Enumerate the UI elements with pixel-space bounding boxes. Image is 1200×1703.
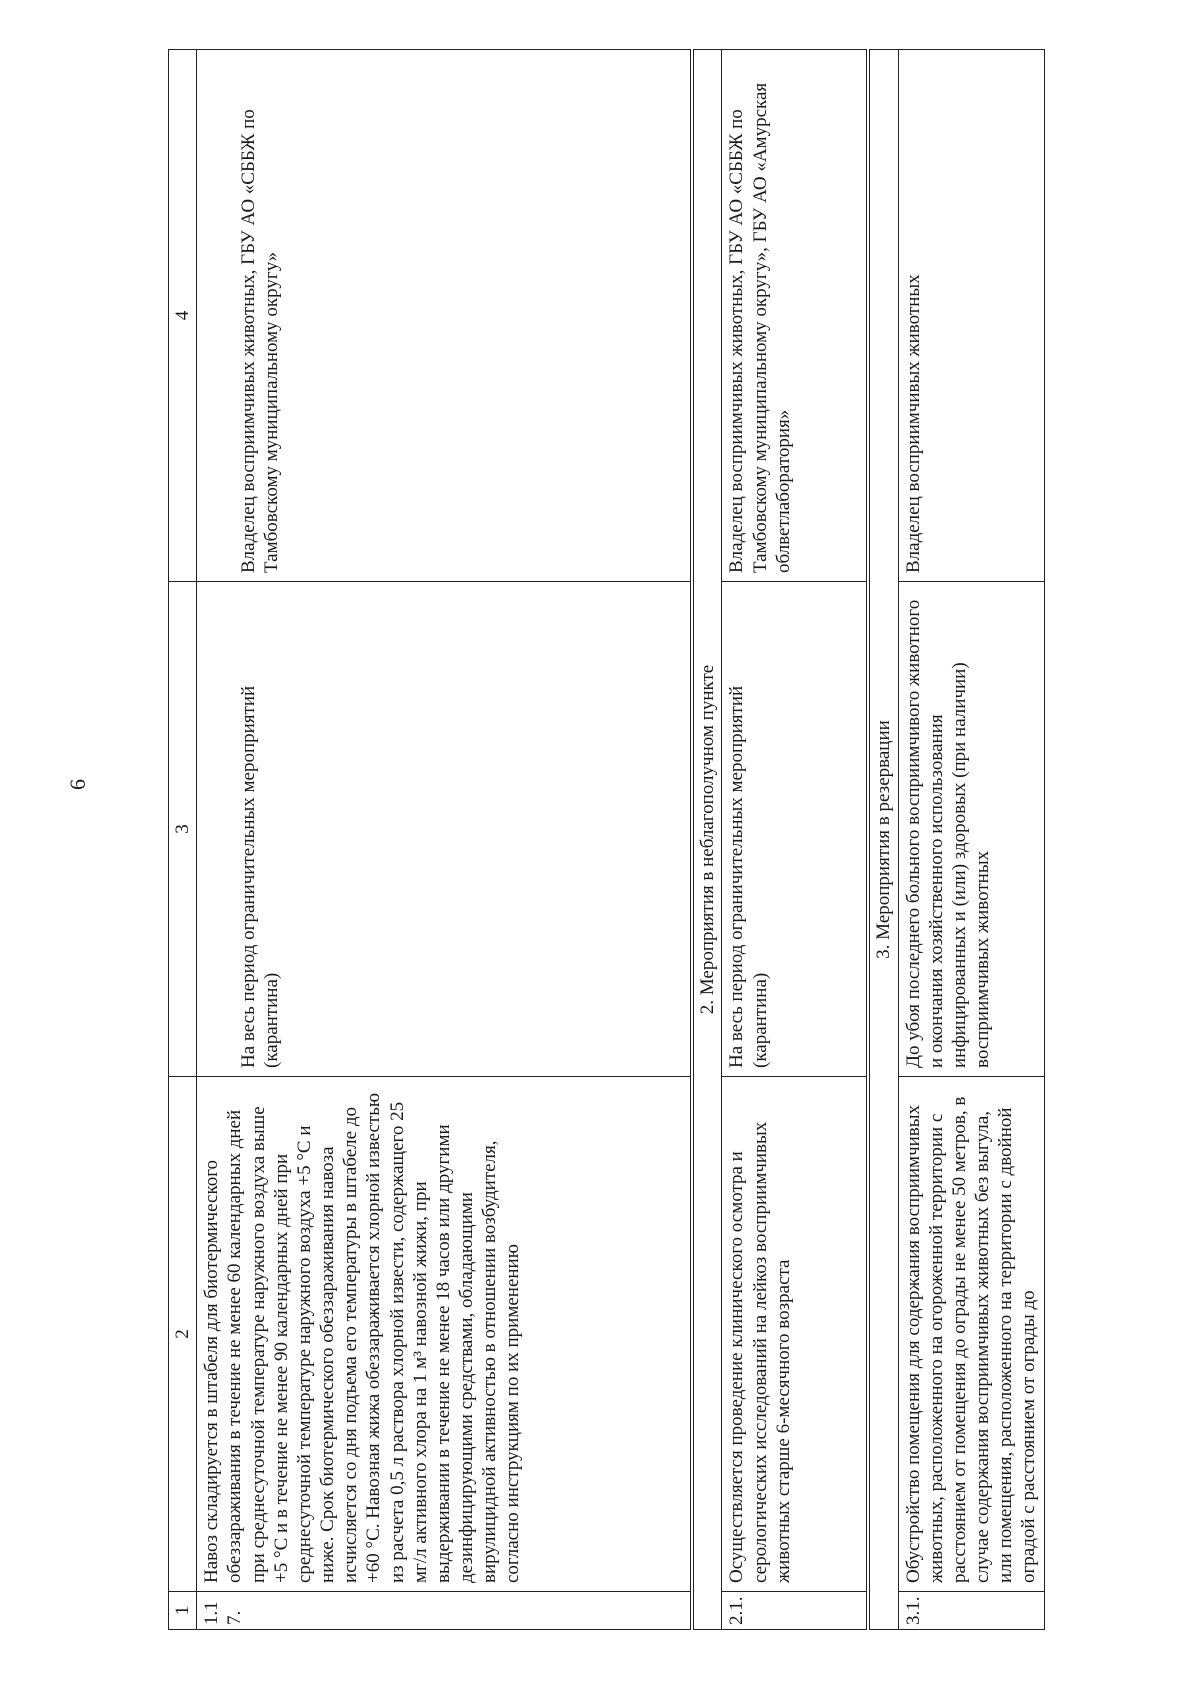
table-row [722, 50, 869, 1630]
period-text: На весь период ограничительных мероприятий (карантина) [722, 582, 869, 1077]
measure-text: Обустройство помещения для содержания восприимчивых животных, расположенного на огороженной территории с расстоянием от помещения до ограды не менее 50 метров, в случае содержания восприимчивых животных без выгула, или помещения, расположенного на территории с двойной оградой с расстоянием от ограды до [898, 1077, 1044, 1592]
period-text: На весь период ограничительных мероприятий (карантина) [197, 582, 693, 1077]
table-header-row [169, 50, 197, 1630]
table-row [197, 50, 693, 1630]
measures-table [168, 49, 1045, 1630]
section-heading-row [868, 50, 898, 1630]
section-2-title: 2. Мероприятия в неблагополучном пункте [692, 50, 722, 1630]
row-number: 3.1. [898, 1592, 1044, 1630]
header-cell-3: 3 [169, 582, 197, 1077]
table-row [898, 50, 1044, 1630]
section-3-title: 3. Мероприятия в резервации [868, 50, 898, 1630]
measure-text: Навоз складируется в штабеля для биотермического обеззараживания в течение не менее 60 календарных дней при среднесуточной температуре наружного воздуха выше +5 °С и в течение не менее 90 календарных дней при среднесуточной температуре наружного воздуха +5 °С и ниже. Срок биотермического обеззараживания навоза исчисляется со дня подъема его температуры в штабеле до +60 °С. Навозная жижа обеззараживается хлорной известью из расчета 0,5 л раствора хлорной извести, содержащего 25 мг/л активного хлора на 1 м³ навозной жижи, при выдерживании в течение не менее 18 часов или другими дезинфицирующими средствами, обладающими вирулицидной активностью в отношении возбудителя, согласно инструкциям по их применению [197, 1077, 693, 1592]
measure-text: Осуществляется проведение клинического осмотра и серологических исследований на лейкоз восприимчивых животных старше 6-месячного возраста [722, 1077, 869, 1592]
page-number: 6 [65, 779, 90, 790]
period-text: До убоя последнего больного восприимчивого животного и окончания хозяйственного использования инфицированных и (или) здоровых (при наличии) восприимчивых животных [898, 582, 1044, 1077]
row-number: 2.1. [722, 1592, 869, 1630]
rotated-table-frame [168, 50, 1040, 1630]
header-cell-1: 1 [169, 1592, 197, 1630]
row-number: 1.17. [197, 1592, 693, 1630]
header-cell-2: 2 [169, 1077, 197, 1592]
header-cell-4: 4 [169, 50, 197, 582]
responsible-text: Владелец восприимчивых животных, ГБУ АО «СББЖ по Тамбовскому муниципальному округу», ГБУ АО «Амурская облветлаборатория» [722, 50, 869, 582]
section-heading-row [692, 50, 722, 1630]
responsible-text: Владелец восприимчивых животных, ГБУ АО «СББЖ по Тамбовскому муниципальному округу» [197, 50, 693, 582]
responsible-text: Владелец восприимчивых животных [898, 50, 1044, 582]
